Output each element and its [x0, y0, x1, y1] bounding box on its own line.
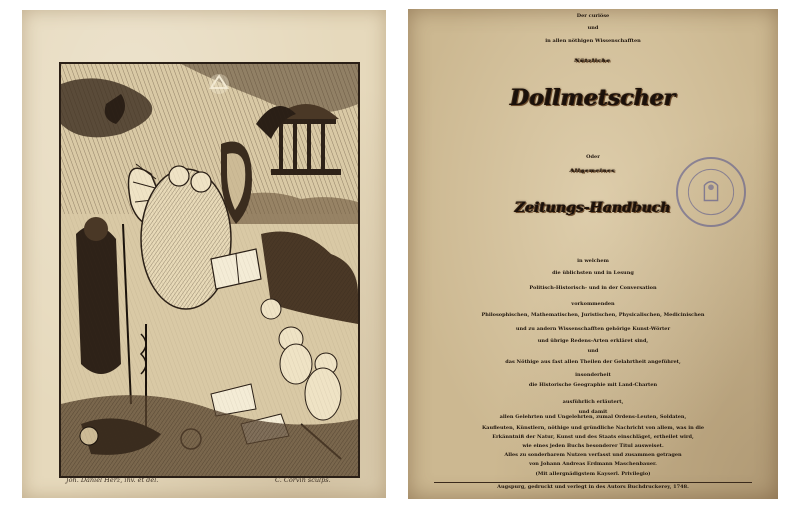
title-line-philosophischen: Philosophischen, Mathematischen, Juristischen, Physicalischen, Medicinischen — [481, 312, 705, 318]
title-line-vorkommenden: vorkommenden — [571, 301, 615, 307]
title-line-und-2: und — [587, 348, 599, 354]
title-line-erlaeutert: ausführlich erläutert, — [562, 399, 624, 405]
main-title-dollmetscher: Dollmetscher — [510, 85, 676, 111]
title-line-in-welchem: in welchem — [577, 258, 609, 264]
author-line: von Johann Andreas Erdmann Maschenbauer. — [529, 461, 657, 467]
title-line-kaufleuten: Kaufleuten, Künstlern, nöthige und gründliche Nachricht von allem, was in die — [481, 425, 705, 431]
title-line-insonderheit: insonderheit — [575, 372, 611, 378]
title-line-nutzliche: Nützliche — [574, 58, 611, 64]
library-stamp — [676, 157, 746, 227]
title-line-kunst-woerter: und zu andern Wissenschafften gehörige Kunst-Wörter — [515, 326, 671, 332]
main-title-zeitungs-handbuch: Zeitungs-Handbuch — [515, 200, 671, 216]
title-line-gelehrten: allen Gelehrten und Ungelehrten, zumal Ordens-Leuten, Soldaten, — [499, 414, 687, 420]
title-line-allgemeines: Allgemeines — [570, 168, 616, 174]
title-page — [408, 9, 778, 499]
library-stamp-seal — [678, 159, 744, 225]
title-line-wissenschafften: in allen nöthigen Wissenschafften — [545, 38, 641, 44]
title-line-ueblichsten: die üblichsten und in Lesung — [552, 270, 634, 276]
title-line-und: und — [587, 25, 599, 31]
artist-credit: Joh. Daniel Herz, inv. et del. — [66, 476, 159, 484]
title-line-der-curiose: Der curiöse — [576, 13, 610, 19]
title-line-redens-arten: und übrige Redens-Arten erkläret sind, — [537, 338, 649, 344]
page-header-ghost — [112, 18, 302, 28]
allegorical-engraving — [59, 62, 360, 478]
frontispiece-page — [22, 10, 386, 498]
title-line-politisch-historisch: Politisch-Historisch- und in der Conversation — [529, 285, 657, 291]
engraver-credit: C. Corvin sculps. — [275, 476, 331, 484]
title-line-noethige: das Nöthige aus fast allen Theilen der Gelahrtheit angeführet, — [505, 359, 681, 365]
title-line-und-damit: und damit — [578, 409, 608, 415]
privilege-line: (Mit allergnädigstem Kayserl. Privilegio) — [535, 471, 651, 477]
title-line-erkaenntniss: Erkänntniß der Natur, Kunst und des Staats einschläget, ertheilet wird, — [492, 434, 694, 440]
title-line-oder: Oder — [586, 154, 600, 160]
title-line-titul: wie eines jeden Buchs besonderer Titul ausweiset. — [522, 443, 664, 449]
imprint-rule — [434, 482, 752, 483]
engraving-illustration — [61, 64, 358, 476]
title-line-historische-geographie: die Historische Geographie mit Land-Charten — [528, 382, 658, 388]
imprint-line: Augspurg, gedruckt und verlegt in des Autors Buchdruckerey, 1748. — [497, 484, 689, 490]
title-line-nutzen: Alles zu sonderbarem Nutzen verfasst und zusammen getragen — [504, 452, 682, 458]
